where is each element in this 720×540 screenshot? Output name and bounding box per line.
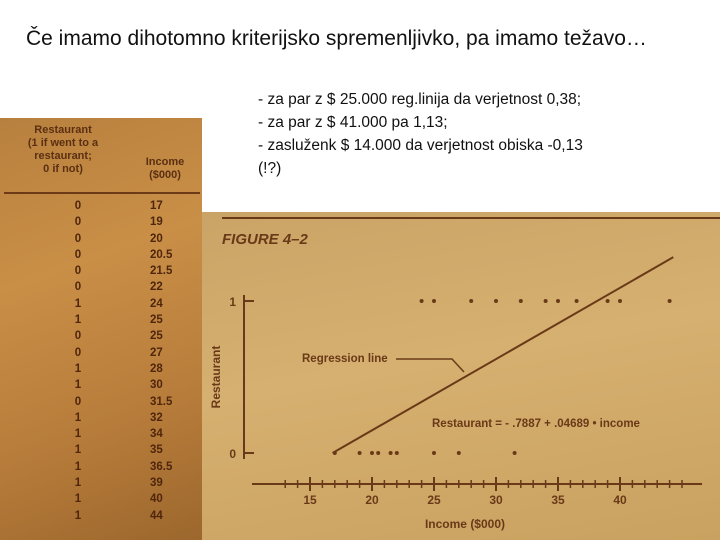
restaurant-cell: 1 — [74, 411, 82, 424]
note-line: (!?) — [258, 160, 282, 177]
y-tick-label: 1 — [229, 295, 236, 309]
income-cell: 35 — [150, 444, 163, 457]
restaurant-cell: 1 — [74, 297, 82, 310]
income-cell: 30 — [150, 379, 163, 392]
notes-list — [258, 88, 698, 180]
data-point — [556, 299, 560, 303]
restaurant-cell: 0 — [74, 265, 82, 278]
x-tick-label: 40 — [613, 493, 627, 507]
data-point — [376, 451, 380, 455]
plot-area — [209, 257, 702, 531]
x-tick-label: 25 — [427, 493, 441, 507]
restaurant-cell: 1 — [74, 314, 82, 327]
income-cell: 39 — [150, 477, 163, 490]
income-cell: 20.5 — [150, 248, 173, 261]
restaurant-cell: 0 — [74, 395, 82, 408]
restaurant-cell: 1 — [74, 444, 82, 457]
header-line: Income — [145, 156, 185, 168]
restaurant-cell: 1 — [74, 509, 82, 522]
income-cell: 44 — [150, 509, 163, 522]
regression-equation: Restaurant = - .7887 + .04689 • income — [432, 418, 640, 430]
data-point — [457, 451, 461, 455]
figure-photo — [202, 212, 720, 540]
data-point — [519, 299, 523, 303]
income-cell: 20 — [150, 232, 163, 245]
income-column-header — [136, 156, 194, 182]
restaurant-column-header — [22, 124, 104, 176]
x-tick-label: 20 — [365, 493, 379, 507]
income-cell: 17 — [150, 200, 163, 212]
data-point — [420, 299, 424, 303]
income-cell: 25 — [150, 314, 163, 327]
slide-title: Če imamo dihotomno kriterijsko spremenljivko, pa imamo težavo… — [26, 27, 647, 50]
restaurant-cell: 0 — [74, 248, 82, 261]
figure-title: FIGURE 4–2 — [222, 231, 308, 248]
data-point — [618, 299, 622, 303]
data-point — [432, 451, 436, 455]
data-point — [513, 451, 517, 455]
income-cell: 31.5 — [150, 395, 173, 408]
data-point — [544, 299, 548, 303]
header-rule — [4, 192, 200, 194]
income-cell: 21.5 — [150, 265, 173, 278]
data-point — [469, 299, 473, 303]
data-point — [575, 299, 579, 303]
restaurant-cell: 0 — [74, 346, 82, 359]
header-line: ($000) — [149, 169, 181, 181]
data-point — [370, 451, 374, 455]
y-axis-label: Restaurant — [209, 345, 223, 409]
restaurant-cell: 0 — [74, 232, 82, 245]
note-line: - za par z $ 25.000 reg.linija da verjetnost 0,38; — [258, 91, 582, 108]
data-point — [494, 299, 498, 303]
restaurant-cell: 1 — [74, 428, 82, 441]
income-cell: 24 — [150, 297, 163, 310]
income-cell: 28 — [150, 362, 163, 375]
income-cell: 40 — [150, 493, 163, 506]
data-point — [389, 451, 393, 455]
data-point — [668, 299, 672, 303]
x-axis-label: Income ($000) — [424, 517, 506, 531]
header-line: restaurant; — [34, 150, 92, 162]
income-cell: 27 — [150, 346, 163, 359]
header-line: (1 if went to a — [27, 137, 99, 149]
x-tick-label: 15 — [303, 493, 317, 507]
restaurant-column — [70, 198, 86, 524]
income-cell: 25 — [150, 330, 163, 343]
data-point — [358, 451, 362, 455]
note-line: - za par z $ 41.000 pa 1,13; — [258, 114, 448, 131]
income-column — [150, 198, 186, 524]
income-cell: 22 — [150, 281, 163, 294]
note-line: - zasluženk $ 14.000 da verjetnost obiska -0,13 — [258, 137, 583, 154]
restaurant-cell: 0 — [74, 281, 82, 294]
restaurant-cell: 1 — [74, 379, 82, 392]
data-point — [606, 299, 610, 303]
income-cell: 32 — [150, 411, 163, 424]
data-table-photo — [0, 118, 202, 540]
income-cell: 34 — [150, 428, 163, 441]
income-cell: 19 — [150, 216, 163, 229]
regression-line-label: Regression line — [302, 353, 388, 365]
income-cell: 36.5 — [150, 460, 173, 473]
restaurant-cell: 1 — [74, 477, 82, 490]
restaurant-cell: 0 — [74, 330, 82, 343]
y-tick-label: 0 — [229, 447, 236, 461]
restaurant-cell: 0 — [74, 200, 82, 212]
data-point — [432, 299, 436, 303]
restaurant-cell: 1 — [74, 460, 82, 473]
restaurant-cell: 1 — [74, 493, 82, 506]
header-line: Restaurant — [34, 124, 92, 136]
data-point — [333, 451, 337, 455]
restaurant-cell: 0 — [74, 216, 82, 229]
header-line: 0 if not) — [43, 163, 83, 175]
annotation-leader — [396, 359, 464, 372]
x-tick-label: 30 — [489, 493, 503, 507]
data-point — [395, 451, 399, 455]
restaurant-cell: 1 — [74, 362, 82, 375]
regression-figure — [202, 212, 720, 540]
x-tick-label: 35 — [551, 493, 565, 507]
